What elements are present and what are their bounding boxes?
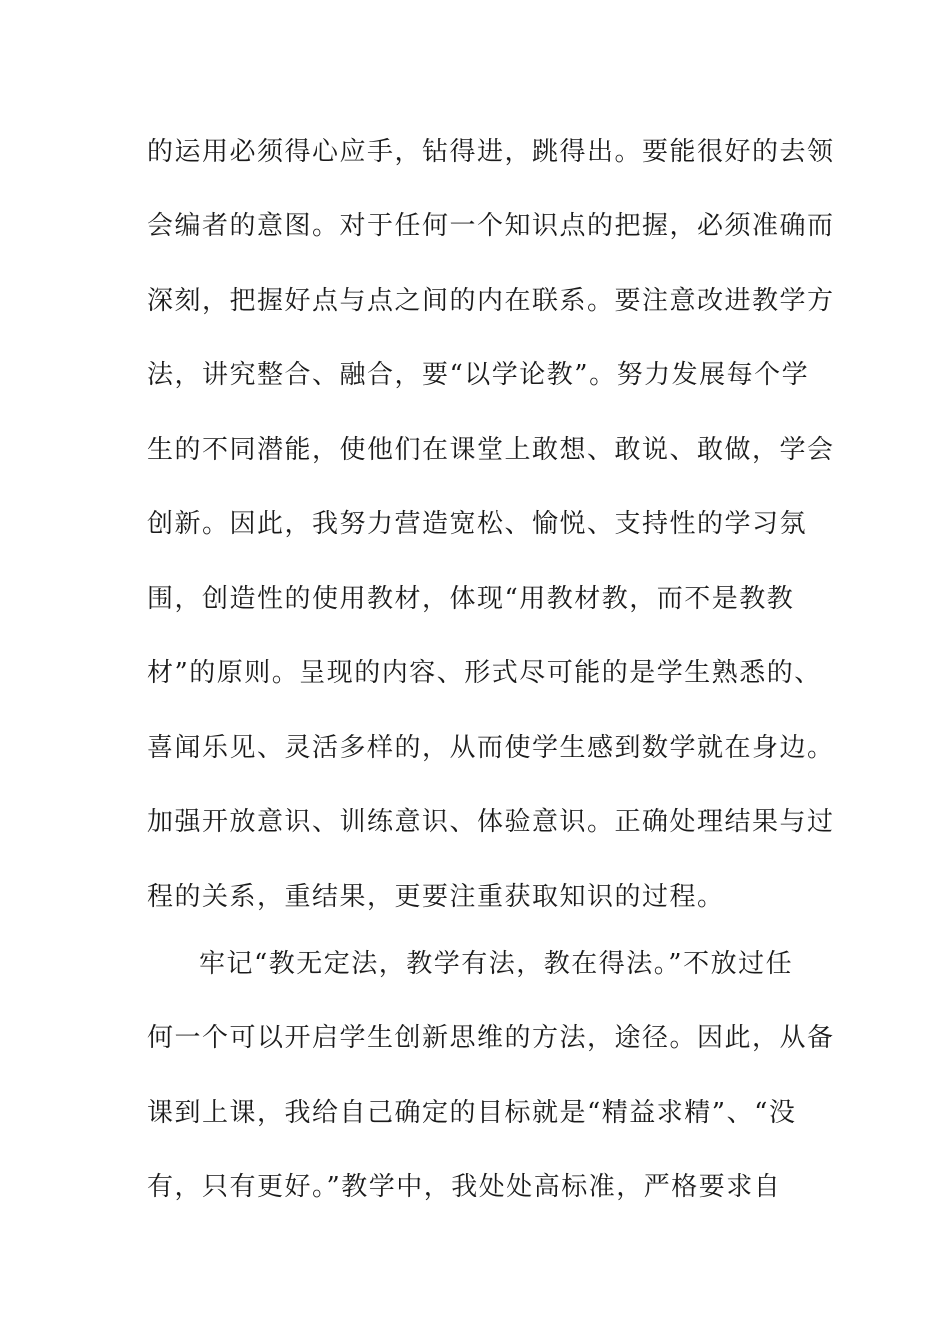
text-line-6: 创新。因此，我努力营造宽松、愉悦、支持性的学习氛 xyxy=(147,509,808,539)
text-line-8: 材”的原则。呈现的内容、形式尽可能的是学生熟悉的、 xyxy=(147,658,822,688)
text-line-3: 深刻，把握好点与点之间的内在联系。要注意改进教学方 xyxy=(147,286,835,316)
text-line-15: 有，只有更好。”教学中，我处处高标准，严格要求自 xyxy=(147,1172,782,1202)
text-line-1: 的运用必须得心应手，钻得进，跳得出。要能很好的去领 xyxy=(147,137,835,167)
text-line-14: 课到上课，我给自己确定的目标就是“精益求精”、“没 xyxy=(147,1098,797,1128)
text-line-13: 何一个可以开启学生创新思维的方法，途径。因此，从备 xyxy=(147,1023,835,1053)
text-line-5: 生的不同潜能，使他们在课堂上敢想、敢说、敢做，学会 xyxy=(147,435,835,465)
text-line-7: 围，创造性的使用教材，体现“用教材教，而不是教教 xyxy=(147,584,795,614)
text-line-10: 加强开放意识、训练意识、体验意识。正确处理结果与过 xyxy=(147,807,835,837)
text-line-9: 喜闻乐见、灵活多样的，从而使学生感到数学就在身边。 xyxy=(147,733,835,763)
text-line-11: 程的关系，重结果，更要注重获取知识的过程。 xyxy=(147,882,725,912)
text-line-4: 法，讲究整合、融合，要“以学论教”。努力发展每个学 xyxy=(147,360,810,390)
paragraph-first-line: 牢记“教无定法，教学有法，教在得法。”不放过任 xyxy=(199,949,794,979)
text-line-2: 会编者的意图。对于任何一个知识点的把握，必须准确而 xyxy=(147,211,835,241)
